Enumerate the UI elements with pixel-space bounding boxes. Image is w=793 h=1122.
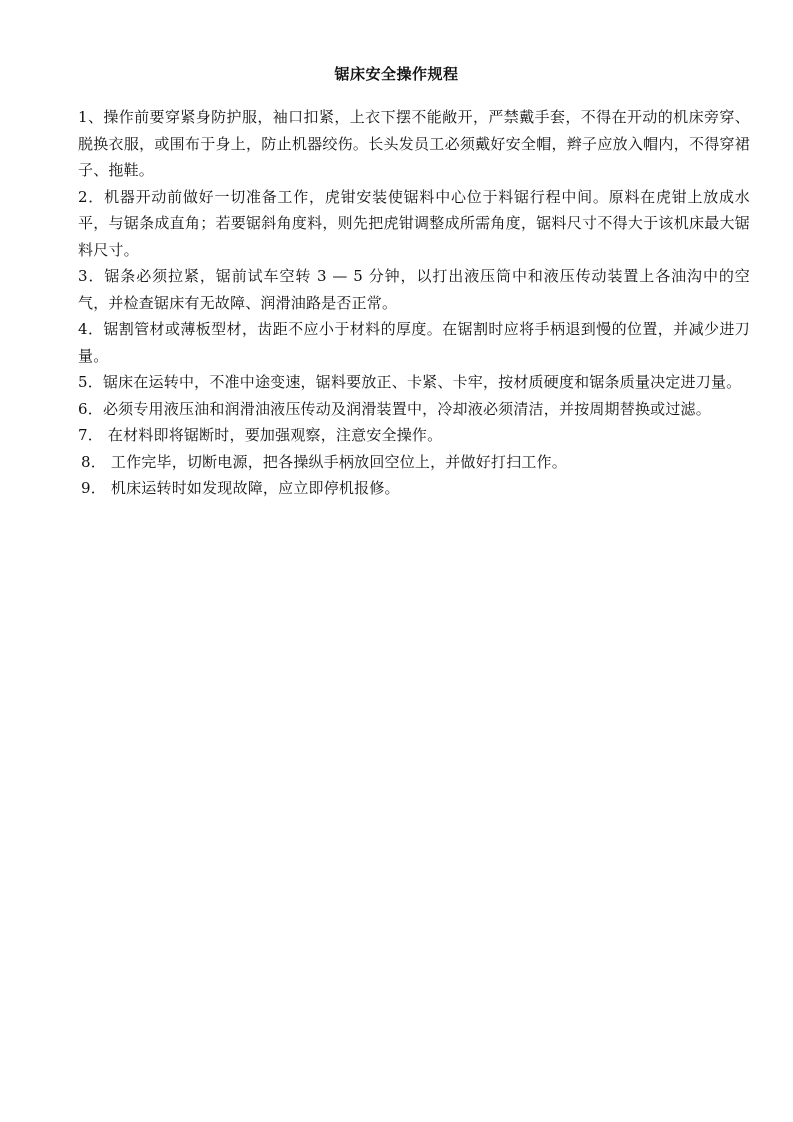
rule-item-6: 6．必须专用液压油和润滑油液压传动及润滑装置中，冷却液必须清洁，并按周期替换或过滤。 (78, 399, 711, 418)
rule-item-3: 3．锯条必须拉紧，锯前试车空转 3 — 5 分钟，以打出液压筒中和液压传动装置上各油沟中的空气，并检查锯床有无故障、润滑油路是否正常。 (78, 267, 750, 312)
rule-item-2: 2．机器开动前做好一切准备工作，虎钳安装使锯料中心位于料锯行程中间。原料在虎钳上放成水平，与锯条成直角；若要锯斜角度料，则先把虎钳调整成所需角度，锯料尺寸不得大于该机床最大锯料尺寸。 (78, 187, 750, 259)
rule-item-8: 8． 工作完毕，切断电源，把各操纵手柄放回空位上，并做好打扫工作。 (81, 452, 567, 471)
rule-item-1: 1、操作前要穿紧身防护服，袖口扣紧，上衣下摆不能敞开，严禁戴手套，不得在开动的机床旁穿、脱换衣服，或围布于身上，防止机器绞伤。长头发员工必须戴好安全帽，辫子应放入帽内，不得穿裙子、拖鞋。 (78, 108, 750, 179)
rule-item-4: 4．锯割管材或薄板型材，齿距不应小于材料的厚度。在锯割时应将手柄退到慢的位置，并减少进刀量。 (78, 320, 750, 365)
rule-item-7: 7． 在材料即将锯断时，要加强观察，注意安全操作。 (78, 426, 443, 444)
document-title: 锯床安全操作规程 (334, 65, 459, 83)
rule-item-5: 5．锯床在运转中，不准中途变速，锯料要放正、卡紧、卡牢，按材质硬度和锯条质量决定进刀量。 (78, 373, 742, 391)
rule-item-9: 9． 机床运转时如发现故障，应立即停机报修。 (81, 479, 400, 497)
rules-list (78, 104, 750, 502)
